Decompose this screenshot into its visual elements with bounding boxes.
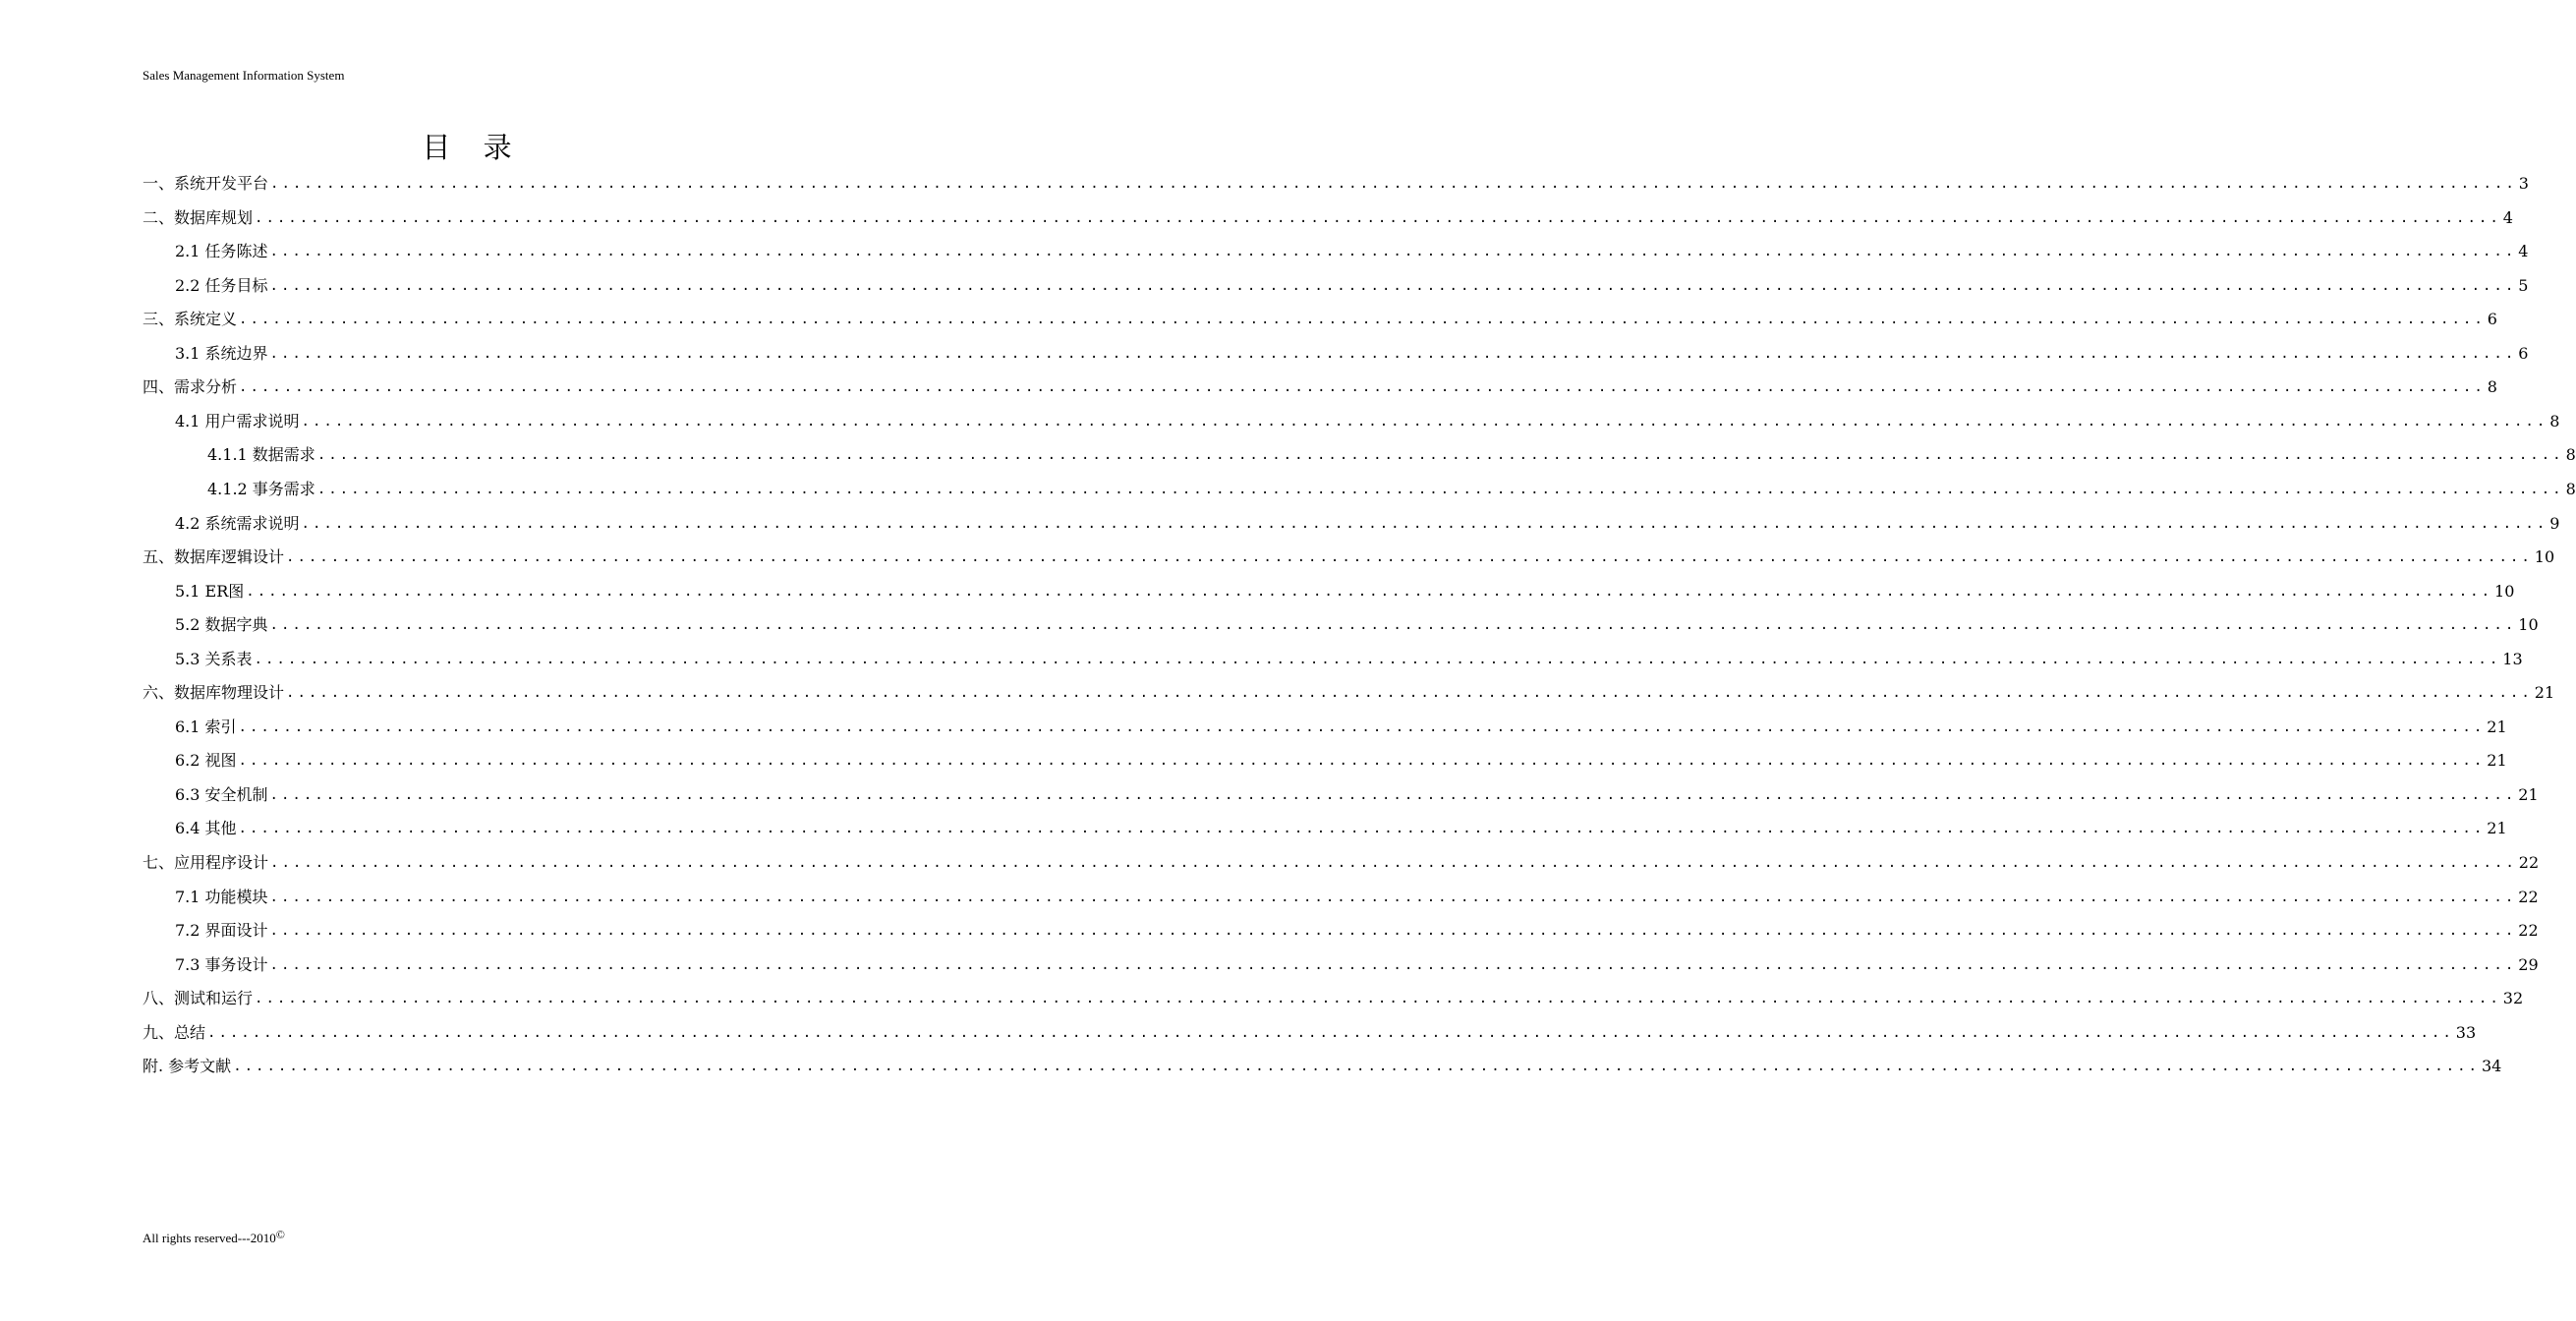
toc-entry-page-number: 4 [2518, 242, 2529, 261]
toc-entry-page-number: 29 [2518, 954, 2539, 974]
toc-dot-leader: ........................................................................................................................................................................................................ [270, 855, 2517, 871]
toc-entry-title: 三、系统定义 [143, 310, 238, 329]
toc-entry[interactable] [143, 201, 2513, 235]
toc-entry-title: 七、应用程序设计 [143, 853, 269, 872]
toc-dot-leader: ........................................................................................................................................................................................................ [301, 413, 2548, 430]
page-footer [143, 1226, 285, 1247]
toc-entry-page-number: 34 [2481, 1057, 2502, 1076]
toc-entry-page-number: 10 [2494, 581, 2515, 601]
page-header: Sales Management Information System [143, 68, 345, 83]
toc-entry[interactable] [143, 846, 2540, 880]
toc-entry[interactable] [143, 982, 2524, 1015]
toc-dot-leader: ........................................................................................................................................................................................................ [270, 176, 2517, 192]
toc-entry-title: 附. 参考文献 [143, 1057, 232, 1076]
toc-entry-title: 5.3 关系表 [175, 649, 253, 668]
toc-dot-leader: ........................................................................................................................................................................................................ [316, 447, 2564, 464]
toc-entry[interactable] [175, 337, 2529, 371]
toc-entry-page-number: 10 [2518, 615, 2539, 635]
toc-entry-page-number: 8 [2565, 479, 2576, 498]
toc-entry-page-number: 9 [2549, 513, 2560, 533]
toc-dot-leader: ........................................................................................................................................................................................................ [239, 312, 2486, 328]
toc-entry-page-number: 21 [2487, 751, 2507, 771]
toc-dot-leader: ........................................................................................................................................................................................................ [269, 786, 2517, 803]
toc-entry-title: 3.1 系统边界 [175, 343, 268, 363]
toc-dot-leader: ........................................................................................................................................................................................................ [269, 923, 2517, 940]
toc-entry-title: 二、数据库规划 [143, 207, 254, 227]
toc-entry-title: 四、需求分析 [143, 377, 238, 397]
toc-entry-page-number: 21 [2487, 717, 2507, 736]
toc-entry[interactable] [175, 778, 2539, 812]
toc-entry[interactable] [175, 507, 2560, 541]
toc-entry-page-number: 6 [2487, 310, 2497, 329]
toc-entry[interactable] [143, 1016, 2477, 1050]
toc-entry-title: 6.4 其他 [175, 819, 237, 838]
toc-entry-title: 4.2 系统需求说明 [175, 513, 300, 533]
toc-dot-leader: ........................................................................................................................................................................................................ [301, 515, 2548, 532]
toc-entry-page-number: 8 [2487, 377, 2497, 397]
toc-entry-page-number: 8 [2549, 411, 2560, 431]
toc-entry-title: 2.2 任务目标 [175, 275, 268, 295]
toc-entry-title: 八、测试和运行 [143, 989, 254, 1008]
toc-entry-page-number: 21 [2487, 819, 2507, 838]
toc-entry-page-number: 22 [2518, 887, 2539, 906]
toc-entry-title: 六、数据库物理设计 [143, 683, 285, 703]
toc-entry[interactable] [175, 235, 2529, 268]
toc-entry[interactable] [175, 744, 2507, 777]
toc-title: 目 录 [422, 131, 524, 164]
toc-entry-page-number: 13 [2502, 649, 2523, 668]
toc-entry-title: 4.1.2 事务需求 [207, 479, 315, 498]
toc-entry-title: 7.2 界面设计 [175, 921, 268, 941]
toc-entry-page-number: 5 [2518, 275, 2529, 295]
toc-dot-leader: ........................................................................................................................................................................................................ [246, 583, 2493, 600]
toc-entry[interactable] [207, 473, 2576, 506]
toc-dot-leader: ........................................................................................................................................................................................................ [207, 1024, 2454, 1041]
toc-entry[interactable] [175, 608, 2539, 642]
toc-dot-leader: ........................................................................................................................................................................................................ [269, 277, 2517, 294]
toc-entry[interactable] [175, 914, 2539, 948]
toc-entry-page-number: 32 [2502, 989, 2524, 1008]
toc-entry[interactable] [207, 438, 2576, 472]
footer-text: All rights reserved---2010 [143, 1231, 276, 1245]
toc-dot-leader: ........................................................................................................................................................................................................ [286, 549, 2533, 566]
toc-entry[interactable] [175, 405, 2560, 438]
toc-dot-leader: ........................................................................................................................................................................................................ [316, 481, 2564, 497]
copyright-symbol: © [275, 1228, 285, 1241]
toc-entry[interactable] [175, 711, 2507, 744]
toc-entry-page-number: 3 [2518, 174, 2529, 193]
toc-entry-title: 一、系统开发平台 [143, 174, 269, 193]
toc-entry[interactable] [175, 881, 2539, 914]
toc-entry[interactable] [175, 948, 2539, 982]
toc-entry-title: 7.1 功能模块 [175, 887, 268, 906]
toc-entry-title: 4.1 用户需求说明 [175, 411, 300, 431]
toc-entry[interactable] [143, 1050, 2502, 1083]
toc-dot-leader: ........................................................................................................................................................................................................ [269, 956, 2517, 973]
toc-entry-page-number: 4 [2502, 207, 2513, 227]
toc-dot-leader: ........................................................................................................................................................................................................ [239, 379, 2486, 396]
toc-entry[interactable] [143, 541, 2555, 574]
toc-entry[interactable] [143, 371, 2497, 404]
toc-dot-leader: ........................................................................................................................................................................................................ [269, 244, 2517, 260]
toc-entry-page-number: 8 [2565, 445, 2576, 465]
toc-dot-leader: ........................................................................................................................................................................................................ [255, 991, 2501, 1007]
toc-entry-page-number: 22 [2518, 921, 2539, 941]
toc-entry-title: 7.3 事务设计 [175, 954, 268, 974]
toc-entry-page-number: 33 [2455, 1022, 2477, 1042]
toc-entry[interactable] [175, 575, 2515, 608]
toc-dot-leader: ........................................................................................................................................................................................................ [233, 1059, 2480, 1075]
toc-dot-leader: ........................................................................................................................................................................................................ [269, 889, 2517, 905]
toc-dot-leader: ........................................................................................................................................................................................................ [286, 685, 2533, 702]
toc-entry-page-number: 21 [2518, 784, 2539, 804]
toc-entry-page-number: 21 [2534, 683, 2555, 703]
toc-entry-title: 6.2 视图 [175, 751, 237, 771]
toc-dot-leader: ........................................................................................................................................................................................................ [238, 718, 2486, 735]
toc-entry[interactable] [175, 643, 2523, 676]
toc-entry-page-number: 6 [2518, 343, 2529, 363]
toc-dot-leader: ........................................................................................................................................................................................................ [255, 209, 2501, 226]
toc-entry-title: 九、总结 [143, 1022, 206, 1042]
toc-entry-title: 4.1.1 数据需求 [207, 445, 315, 465]
toc-entry-title: 5.1 ER图 [175, 581, 245, 601]
toc-dot-leader: ........................................................................................................................................................................................................ [269, 617, 2517, 634]
toc-entry-page-number: 22 [2518, 853, 2540, 872]
toc-dot-leader: ........................................................................................................................................................................................................ [269, 345, 2517, 362]
toc-dot-leader: ........................................................................................................................................................................................................ [238, 753, 2486, 770]
toc-entry-title: 5.2 数据字典 [175, 615, 268, 635]
toc-entry-page-number: 10 [2534, 547, 2555, 567]
toc-entry[interactable] [175, 269, 2529, 303]
toc-entry-title: 6.1 索引 [175, 717, 237, 736]
toc-entry-title: 2.1 任务陈述 [175, 242, 268, 261]
toc-entry[interactable] [143, 676, 2555, 710]
toc-entry[interactable] [143, 167, 2529, 201]
toc-dot-leader: ........................................................................................................................................................................................................ [238, 821, 2486, 837]
toc-entry-title: 6.3 安全机制 [175, 784, 268, 804]
toc-entry[interactable] [175, 812, 2507, 845]
toc-entry[interactable] [143, 303, 2497, 336]
toc-dot-leader: ........................................................................................................................................................................................................ [254, 651, 2501, 667]
toc-entry-title: 五、数据库逻辑设计 [143, 547, 285, 567]
